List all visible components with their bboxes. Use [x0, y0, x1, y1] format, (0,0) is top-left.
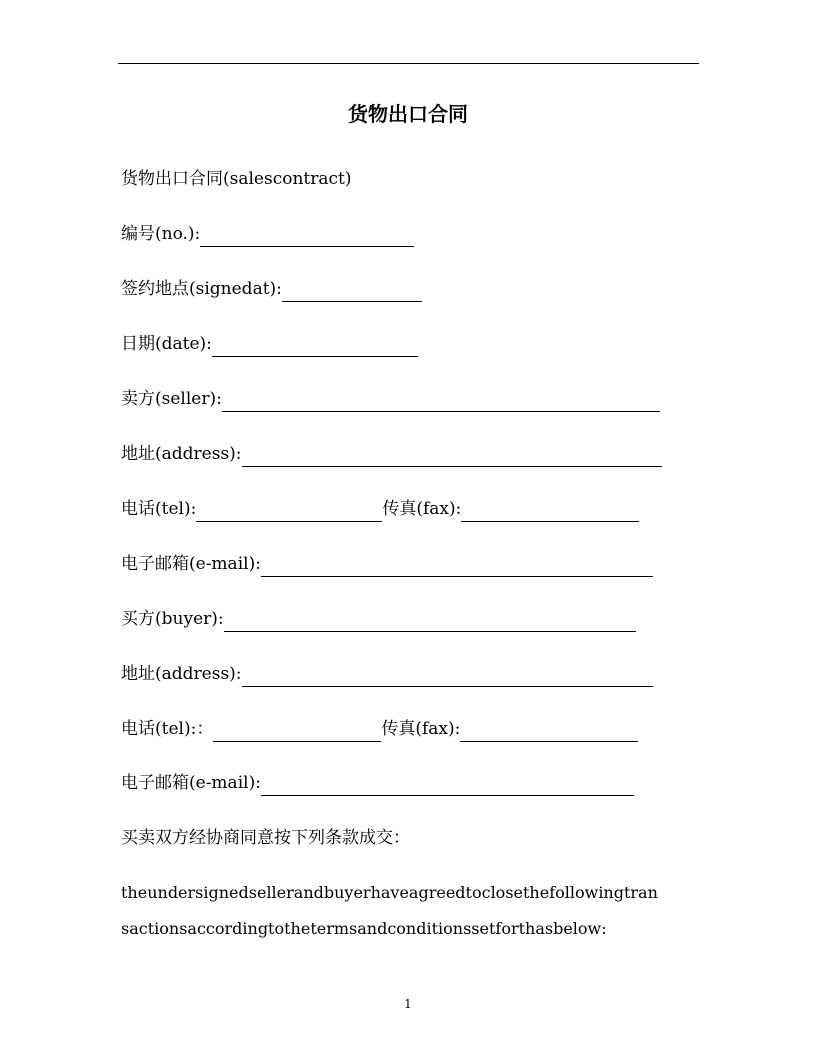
- field-signed-at-label: 签约地点(signedat):: [121, 279, 282, 299]
- field-seller-blank[interactable]: [222, 391, 660, 412]
- field-seller-email-blank[interactable]: [261, 556, 653, 577]
- field-seller-address-blank[interactable]: [242, 446, 662, 467]
- field-no-blank[interactable]: [200, 226, 414, 247]
- field-buyer-address-blank[interactable]: [242, 666, 653, 687]
- field-seller-email-label: 电子邮箱(e-mail):: [121, 554, 261, 574]
- field-seller-tel-blank[interactable]: [196, 501, 382, 522]
- field-seller-fax-blank[interactable]: [461, 501, 639, 522]
- agreement-en-line-1: theundersignedsellerandbuyerhaveagreedtoclosethefollowingtran: [121, 883, 658, 902]
- field-no-label: 编号(no.):: [121, 224, 201, 244]
- field-date: [121, 331, 418, 357]
- field-buyer-fax-label: 传真(fax):: [381, 719, 461, 739]
- field-seller-address: [121, 441, 662, 467]
- field-buyer-label: 买方(buyer):: [121, 609, 224, 629]
- field-buyer: [121, 606, 636, 632]
- field-buyer-tel-fax: [121, 716, 638, 742]
- field-buyer-blank[interactable]: [224, 611, 636, 632]
- field-buyer-fax-blank[interactable]: [460, 721, 638, 742]
- field-signed-at-blank[interactable]: [282, 281, 422, 302]
- agreement-en-line-2: sactionsaccordingtothetermsandconditionssetforthasbelow:: [121, 919, 607, 938]
- field-buyer-email-label: 电子邮箱(e-mail):: [121, 773, 261, 793]
- field-seller-tel-fax: [121, 496, 639, 522]
- field-seller-tel-label: 电话(tel):: [121, 499, 197, 519]
- field-buyer-tel-blank[interactable]: [213, 721, 381, 742]
- field-seller-label: 卖方(seller):: [121, 389, 222, 409]
- field-seller-email: [121, 551, 653, 577]
- field-buyer-tel-label: 电话(tel):：: [121, 719, 214, 739]
- contract-heading: 货物出口合同(salescontract): [121, 169, 352, 189]
- field-date-label: 日期(date):: [121, 334, 212, 354]
- field-signed-at: [121, 276, 422, 302]
- field-seller: [121, 386, 660, 412]
- field-seller-address-label: 地址(address):: [121, 444, 242, 464]
- field-buyer-email: [121, 770, 634, 796]
- field-date-blank[interactable]: [212, 336, 418, 357]
- field-buyer-address: [121, 661, 653, 687]
- header-rule: [118, 63, 699, 64]
- field-buyer-address-label: 地址(address):: [121, 664, 242, 684]
- page-number: 1: [404, 997, 412, 1011]
- field-no: [121, 221, 414, 247]
- agreement-cn: 买卖双方经协商同意按下列条款成交：: [121, 828, 410, 848]
- document-title: 货物出口合同: [348, 102, 468, 126]
- field-seller-fax-label: 传真(fax):: [382, 499, 462, 519]
- field-buyer-email-blank[interactable]: [261, 775, 634, 796]
